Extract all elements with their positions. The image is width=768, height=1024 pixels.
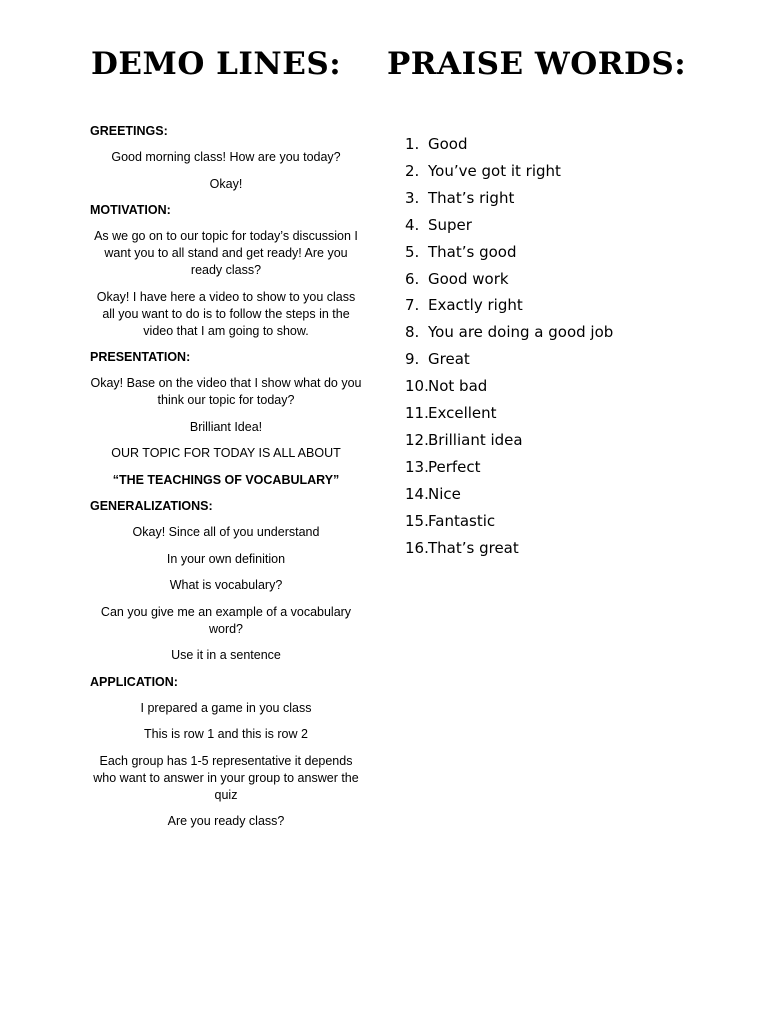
praise-text: That’s great [428, 538, 519, 557]
praise-text: Good work [428, 269, 509, 288]
demo-line: Okay! Since all of you understand [132, 525, 320, 539]
section-title: GENERALIZATIONS: [90, 499, 213, 513]
praise-text: That’s good [428, 242, 517, 261]
praise-item [405, 481, 725, 508]
praise-text: You are doing a good job [428, 323, 614, 342]
praise-item [405, 212, 725, 239]
praise-text: Nice [428, 484, 461, 503]
praise-text: Good [428, 135, 468, 153]
praise-text: Excellent [428, 404, 497, 423]
demo-line: What is vocabulary? [169, 578, 283, 592]
section-title: PRESENTATION: [90, 350, 191, 364]
demo-line: Can you give me an example of a vocabulary word? [100, 604, 352, 636]
section-title: APPLICATION: [90, 674, 178, 689]
praise-item [405, 535, 725, 562]
demo-line: Use it in a sentence [171, 648, 281, 662]
praise-item [405, 319, 725, 346]
demo-line: Okay! Base on the video that I show what do you think our topic for today? [90, 376, 362, 407]
section-title: GREETINGS: [90, 124, 168, 138]
praise-number: 6. [405, 269, 420, 288]
demo-line: “THE TEACHINGS OF VOCABULARY” [112, 472, 340, 487]
demo-line: Okay! I have here a video to show to you class all you want to do is to follow the steps in the video that I am going to show. [96, 289, 356, 338]
praise-text: Fantastic [428, 511, 496, 530]
praise-item [405, 158, 725, 185]
praise-number: 10. [405, 377, 429, 396]
praise-text: Not bad [428, 377, 488, 396]
demo-line: Okay! [209, 176, 243, 191]
demo-lines-column [90, 123, 362, 840]
praise-number: 9. [405, 350, 420, 369]
praise-item [405, 185, 725, 212]
praise-item [405, 427, 725, 454]
praise-text: Great [428, 350, 470, 369]
praise-number: 2. [405, 161, 420, 180]
praise-text: That’s right [428, 188, 515, 207]
section-title: MOTIVATION: [90, 203, 171, 217]
praise-text: You’ve got it right [428, 161, 561, 180]
praise-item [405, 346, 725, 373]
praise-text: Perfect [428, 457, 481, 476]
praise-item [405, 373, 725, 400]
praise-number: 16. [405, 538, 429, 557]
praise-number: 5. [405, 242, 420, 261]
demo-line: OUR TOPIC FOR TODAY IS ALL ABOUT [111, 446, 341, 460]
demo-line: This is row 1 and this is row 2 [144, 727, 308, 741]
praise-number: 3. [405, 188, 420, 207]
praise-number: 13. [405, 457, 429, 476]
praise-item [405, 292, 725, 319]
demo-line: Good morning class! How are you today? [111, 150, 341, 164]
demo-line: As we go on to our topic for today’s discussion I want you to all stand and get ready! Are you ready class? [94, 229, 358, 277]
demo-line: I prepared a game in you class [140, 700, 312, 715]
praise-text: Brilliant idea [428, 430, 523, 449]
praise-number: 11. [405, 404, 429, 423]
praise-number: 4. [405, 215, 420, 234]
praise-words-heading: PRAISE WORDS: [387, 46, 687, 82]
demo-line: Are you ready class? [167, 814, 285, 828]
demo-line: Brilliant Idea! [189, 419, 263, 434]
praise-number: 12. [405, 430, 429, 449]
praise-words-list [405, 131, 725, 562]
demo-lines-heading: DEMO LINES: [91, 46, 342, 82]
praise-number: 1. [405, 135, 420, 153]
praise-item [405, 266, 725, 293]
demo-line: Each group has 1-5 representative it depends who want to answer in your group to answer the quiz [93, 753, 359, 802]
praise-number: 7. [405, 296, 420, 315]
praise-item [405, 508, 725, 535]
praise-number: 8. [405, 323, 420, 342]
demo-line: In your own definition [166, 551, 286, 566]
praise-text: Super [428, 215, 472, 234]
praise-item [405, 400, 725, 427]
praise-item [405, 239, 725, 266]
praise-text: Exactly right [428, 296, 523, 315]
praise-item [405, 454, 725, 481]
praise-number: 15. [405, 511, 429, 530]
praise-item [405, 131, 725, 158]
praise-number: 14. [405, 484, 429, 503]
